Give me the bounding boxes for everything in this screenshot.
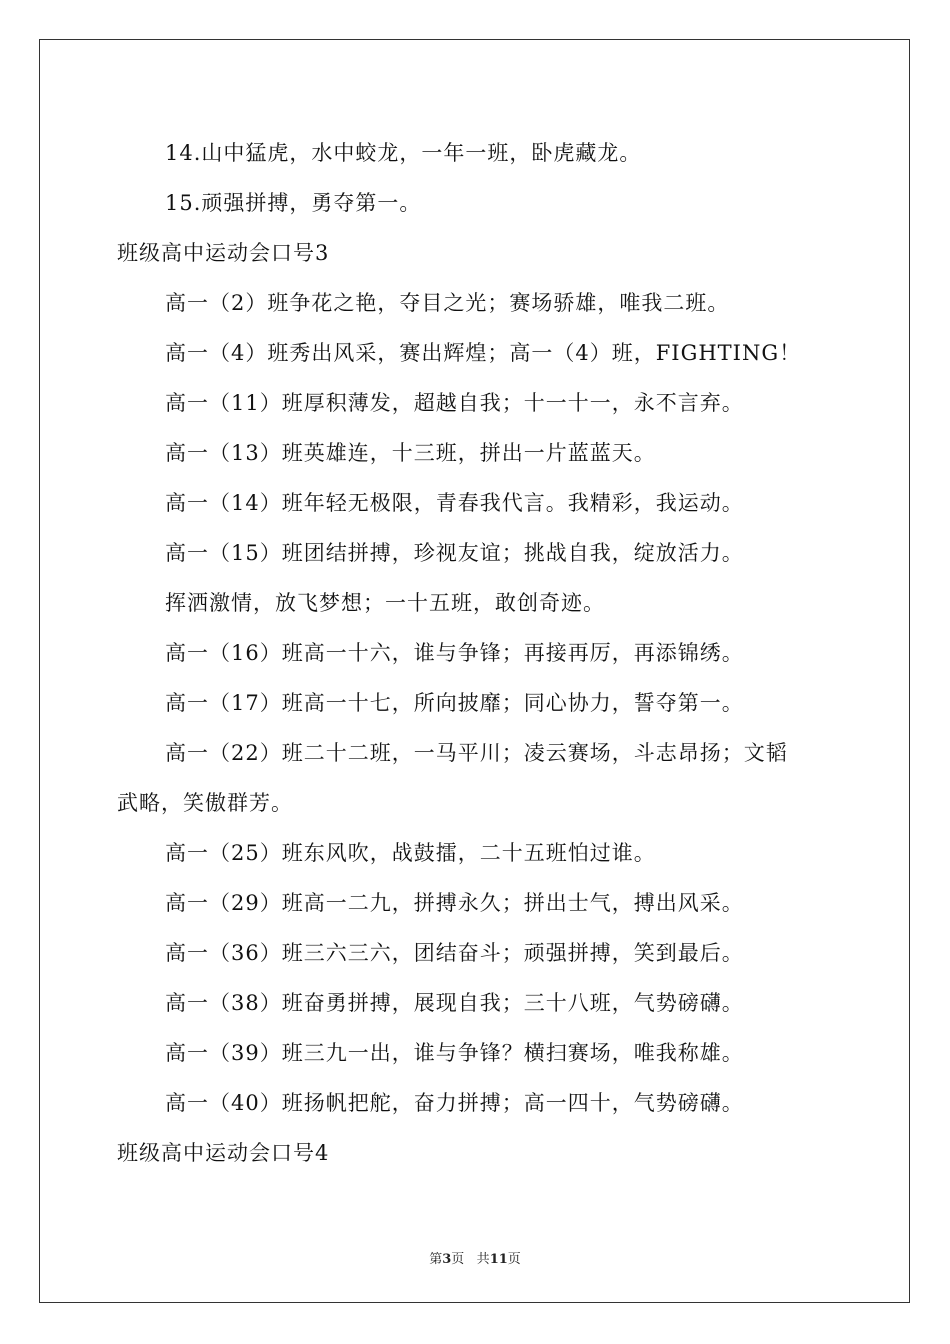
footer-page-suffix: 页 xyxy=(451,1252,465,1267)
slogan-line-continuation: 武略，笑傲群芳。 xyxy=(117,791,293,815)
section-heading: 班级高中运动会口号3 xyxy=(117,241,330,265)
footer-total-prefix: 共 xyxy=(476,1252,490,1267)
page-footer xyxy=(0,1248,950,1267)
slogan-line: 高一（4）班秀出风采，赛出辉煌；高一（4）班，FIGHTING！ xyxy=(165,341,802,365)
slogan-line: 高一（2）班争花之艳，夺目之光；赛场骄雄，唯我二班。 xyxy=(165,291,730,315)
slogan-line: 15.顽强拼搏，勇夺第一。 xyxy=(165,191,422,215)
slogan-line: 高一（25）班东风吹，战鼓擂，二十五班怕过谁。 xyxy=(165,841,656,865)
document-body xyxy=(117,128,837,1178)
footer-page-number: 3 xyxy=(442,1252,452,1267)
slogan-line: 高一（38）班奋勇拼搏，展现自我；三十八班，气势磅礴。 xyxy=(165,991,744,1015)
slogan-line: 14.山中猛虎，水中蛟龙，一年一班，卧虎藏龙。 xyxy=(165,141,642,165)
slogan-line: 高一（39）班三九一出，谁与争锋？横扫赛场，唯我称雄。 xyxy=(165,1041,744,1065)
slogan-line: 高一（40）班扬帆把舵，奋力拼搏；高一四十，气势磅礴。 xyxy=(165,1091,744,1115)
slogan-line: 高一（13）班英雄连，十三班，拼出一片蓝蓝天。 xyxy=(165,441,656,465)
section-heading: 班级高中运动会口号4 xyxy=(117,1141,330,1165)
slogan-line: 高一（15）班团结拼搏，珍视友谊；挑战自我，绽放活力。 xyxy=(165,541,744,565)
slogan-line: 高一（17）班高一十七，所向披靡；同心协力，誓夺第一。 xyxy=(165,691,744,715)
slogan-line: 高一（22）班二十二班，一马平川；凌云赛场，斗志昂扬；文韬 xyxy=(165,741,788,765)
slogan-line: 挥洒激情，放飞梦想；一十五班，敢创奇迹。 xyxy=(165,591,605,615)
slogan-line: 高一（16）班高一十六，谁与争锋；再接再厉，再添锦绣。 xyxy=(165,641,744,665)
slogan-line: 高一（11）班厚积薄发，超越自我；十一十一，永不言弃。 xyxy=(165,391,744,415)
footer-total-pages: 11 xyxy=(489,1252,508,1267)
footer-total-suffix: 页 xyxy=(507,1252,521,1267)
slogan-line: 高一（29）班高一二九，拼搏永久；拼出士气，搏出风采。 xyxy=(165,891,744,915)
slogan-line: 高一（36）班三六三六，团结奋斗；顽强拼搏，笑到最后。 xyxy=(165,941,744,965)
footer-prefix: 第 xyxy=(429,1252,443,1267)
slogan-line: 高一（14）班年轻无极限，青春我代言。我精彩，我运动。 xyxy=(165,491,744,515)
